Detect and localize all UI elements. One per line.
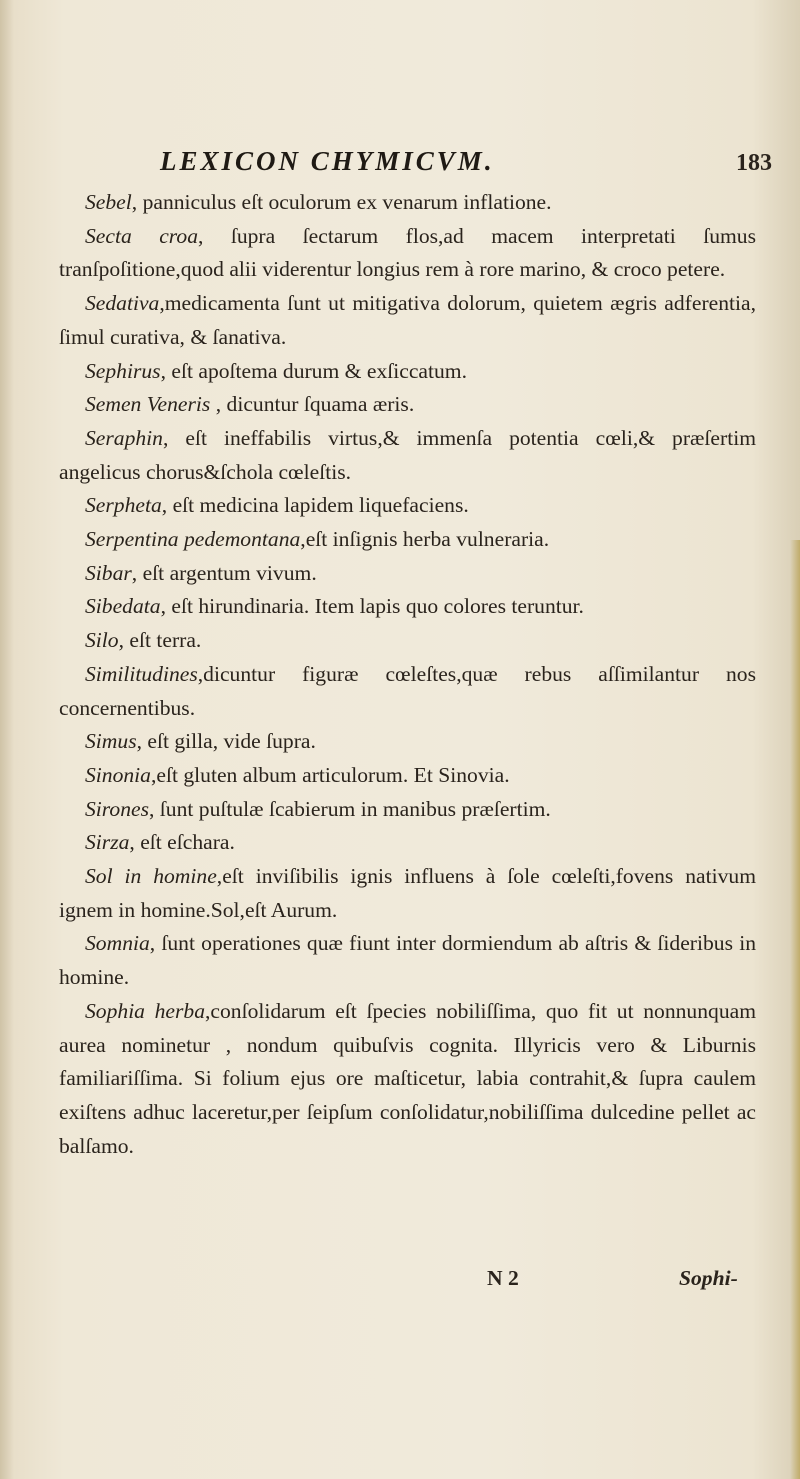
entry-text: , dicuntur ſquama æris. [210,392,415,417]
entry-term: Semen Veneris [85,392,211,417]
entry-text: ,dicuntur figuræ cœleſtes,quæ rebus aſſimilantur nos concernentibus. [59,661,756,720]
entry-text: , panniculus eſt oculorum ex venarum inflatione. [131,190,552,214]
entry-term: Serpheta [85,493,162,518]
entry-term: Serpentina pedemontana [85,527,301,552]
running-head: LEXICON CHYMICVM. [160,146,495,176]
catchword: Sophi- [679,1266,738,1290]
entry-term: Simus [85,729,137,754]
entry-term: Similitudines [85,661,198,686]
entry [59,590,756,624]
entry [59,826,756,860]
entry [59,725,756,759]
binding-shadow [0,0,14,1479]
entry-term: Somnia [85,931,150,956]
entry-term: Sibar [85,560,132,585]
entry [59,624,756,658]
entry-term: Sephirus [85,358,161,383]
entry-term: Sibedata [85,594,161,619]
entry-text: ,eſt inviſibilis ignis influens à ſole cœleſti,fovens nativum ignem in homine.Sol,eſt Aurum. [59,864,756,922]
entry-term: Seraphin [85,425,163,450]
entry [59,523,756,557]
entry-text: , eſt apoſtema durum & exſiccatum. [160,358,467,383]
entry-text: , ſunt operationes quæ fiunt inter dormiendum ab aſtris & ſideribus in homine. [59,931,756,990]
entry [59,355,756,389]
entry-text: ,eſt inſignis herba vulneraria. [300,527,550,552]
entry-text: , ſunt puſtulæ ſcabierum in manibus præſertim. [148,796,551,821]
entry [59,793,756,827]
entry-text: ,eſt gluten album articulorum. Et Sinovia. [150,762,510,787]
entry-term: Sol in homine [85,864,217,889]
entry [59,489,756,523]
entry [59,388,756,422]
entry-text: , eſt argentum vivum. [131,560,317,585]
entry [59,860,756,927]
entry [59,557,756,591]
entry-text: ,conſolidarum eſt ſpecies nobiliſſima, quo fit ut nonnunquam aurea nominetur , nondum quibuſvis cognita. Illyricis vero & Liburnis familiariſſima. Si folium ejus ore maſticetur, labia contrahit,& ſupra caulem exiſtens adhuc laceretur,per ſeipſum conſolidatur,nobiliſſima dulcedine pellet ac balſamo. [59,998,756,1158]
entry-term: Secta croa [85,223,198,248]
entry-term: Sinonia [85,762,151,787]
signature-mark: N 2 [487,1266,519,1290]
entry-term: Sirza [85,830,130,855]
entry [59,759,756,793]
entry-term: Sebel [85,190,132,214]
entry-term: Sirones [85,796,149,821]
entry-text: , eſt medicina lapidem liquefaciens. [161,493,469,518]
entry [59,287,756,354]
entry [59,995,756,1164]
entry [59,422,756,489]
dictionary-entries [59,186,756,1163]
entry-text: , eſt eſchara. [129,830,235,855]
entry-term: Sophia herba [85,998,206,1023]
page-footer [59,1266,756,1300]
entry [59,186,756,220]
entry-text: , eſt gilla, vide ſupra. [136,729,316,754]
entry-term: Silo [85,628,119,653]
entry-term: Sedativa [85,291,160,316]
entry [59,220,756,287]
page-edge [790,540,800,1479]
entry-text: ,medicamenta ſunt ut mitigativa dolorum, quietem ægris adferentia, ſimul curativa, & ſanativa. [59,291,756,349]
entry-text: , eſt terra. [118,628,202,653]
entry-text: , eſt hirundinaria. Item lapis quo colores teruntur. [160,594,584,619]
entry-text: , ſupra ſectarum flos,ad macem interpretati ſumus tranſpoſitione,quod alii viderentur longius rem à rore marino, & croco petere. [59,223,756,282]
entry-text: , eſt ineffabilis virtus,& immenſa potentia cœli,& præſertim angelicus chorus&ſchola cœleſtis. [59,425,756,484]
entry [59,927,756,994]
page-number: 183 [736,150,772,176]
entry [59,658,756,725]
